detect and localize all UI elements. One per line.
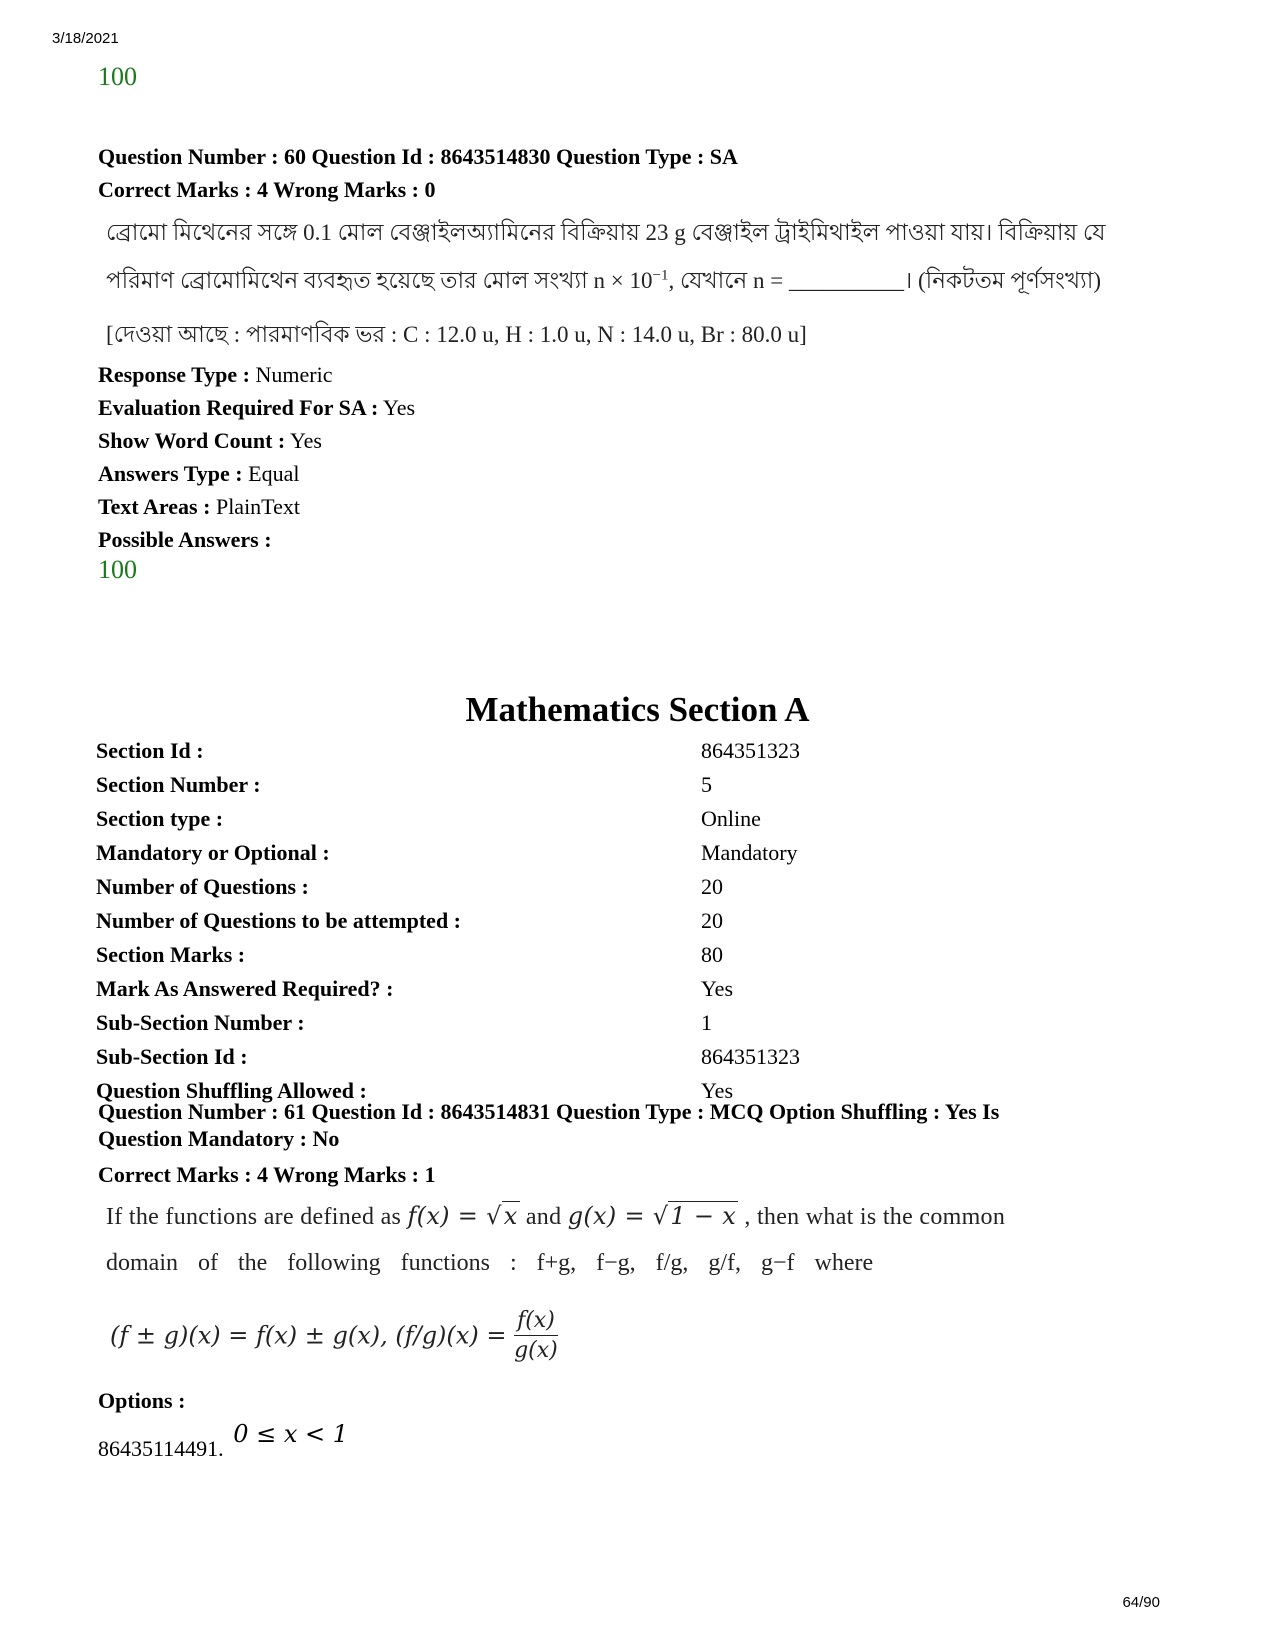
field-possible-answers: Possible Answers : [98,527,272,552]
q60-answer: 100 [98,555,137,584]
section-row-key: Section type : [96,806,224,831]
q61-text-line-2: domain of the following functions : f+g, f−g, f/g, g/f, g−f where [106,1250,874,1276]
section-row [96,870,800,904]
section-row [96,972,800,1006]
option-1-text: 0 ≤ x < 1 [233,1420,348,1448]
section-row-value: 864351323 [701,738,800,763]
field-show-word-count: Show Word Count : Yes [98,428,322,453]
option-1-id: 86435114491. [98,1436,224,1461]
field-text-areas: Text Areas : PlainText [98,494,300,519]
section-row-key: Mark As Answered Required? : [96,976,394,1001]
section-row-key: Mandatory or Optional : [96,840,330,865]
section-row-value: Mandatory [701,840,798,865]
section-row-value: 864351323 [701,1044,800,1069]
q60-header: Question Number : 60 Question Id : 8643514830 Question Type : SA [98,144,738,169]
section-row-value: 5 [701,772,712,797]
print-date: 3/18/2021 [52,30,119,47]
section-row-value: 20 [701,908,723,933]
field-response-type: Response Type : Numeric [98,362,333,387]
q60-exponent: −1 [652,267,669,284]
section-row-value: 20 [701,874,723,899]
fraction-f-over-g: $\frac{f(x)}{g(x)}$ [514,1308,558,1363]
q60-given-data: [দেওয়া আছে : পারমাণবিক ভর : C : 12.0 u, H : 1.0 u, N : 14.0 u, Br : 80.0 u] [106,322,807,347]
section-row [96,1006,800,1040]
options-label: Options : [98,1388,186,1413]
section-row-value: Online [701,806,761,831]
q60-fields [98,358,415,556]
q60-marks: Correct Marks : 4 Wrong Marks : 0 [98,177,436,202]
q60-text-line-2-b: , যেখানে n = __________। (নিকটতম পূর্ণসংখ্যা) [668,268,1102,293]
section-row-value: Yes [701,1078,734,1103]
section-row-key: Number of Questions : [96,874,309,899]
q61-marks: Correct Marks : 4 Wrong Marks : 1 [98,1162,436,1187]
section-row-key: Question Shuffling Allowed : [96,1078,367,1103]
section-row-key: Section Marks : [96,942,246,967]
section-row [96,1040,800,1074]
section-row-value: Yes [701,976,734,1001]
section-row [96,836,800,870]
section-title: Mathematics Section A [465,690,810,729]
q61-text-line-1: If the functions are defined as f(x) = √x and g(x) = √1 − x , then what is the common [106,1202,1006,1230]
section-row [96,802,800,836]
section-row-value: 80 [701,942,723,967]
section-row-key: Sub-Section Number : [96,1010,305,1035]
section-row [96,938,800,972]
q60-text-line-2-a: পরিমাণ ব্রোমোমিথেন ব্যবহৃত হয়েছে তার মোল সংখ্যা n × 10 [106,268,653,293]
section-row [96,768,800,802]
section-row [96,904,800,938]
section-row-key: Section Number : [96,772,261,797]
field-answers-type: Answers Type : Equal [98,461,300,486]
page-number: 64/90 [1122,1594,1160,1611]
section-row-key: Number of Questions to be attempted : [96,908,462,933]
field-evaluation-required: Evaluation Required For SA : Yes [98,395,416,420]
section-row-key: Sub-Section Id : [96,1044,248,1069]
q60-text-line-2 [106,262,1146,301]
q60-text-line-1: ব্রোমো মিথেনের সঙ্গে 0.1 মোল বেঞ্জাইলঅ্যামিনের বিক্রিয়ায় 23 g বেঞ্জাইল ট্রাইমিথাইল পাওয়া যায়। বিক্রিয়ায় যে [106,220,1106,245]
q61-header-line-2: Question Mandatory : No [98,1126,340,1151]
section-row [96,734,800,768]
previous-answer: 100 [98,62,137,91]
section-row-key: Section Id : [96,738,204,763]
section-row-value: 1 [701,1010,712,1035]
q61-header-line-1: Question Number : 61 Question Id : 8643514831 Question Type : MCQ Option Shuffling : Yes Is [98,1099,1000,1124]
section-info-table [96,734,800,1108]
q61-text-line-3: (f ± g)(x) = f(x) ± g(x), (f/g)(x) = $\frac{f(x)}{g(x)}$ [110,1308,558,1363]
option-1 [98,1420,348,1461]
